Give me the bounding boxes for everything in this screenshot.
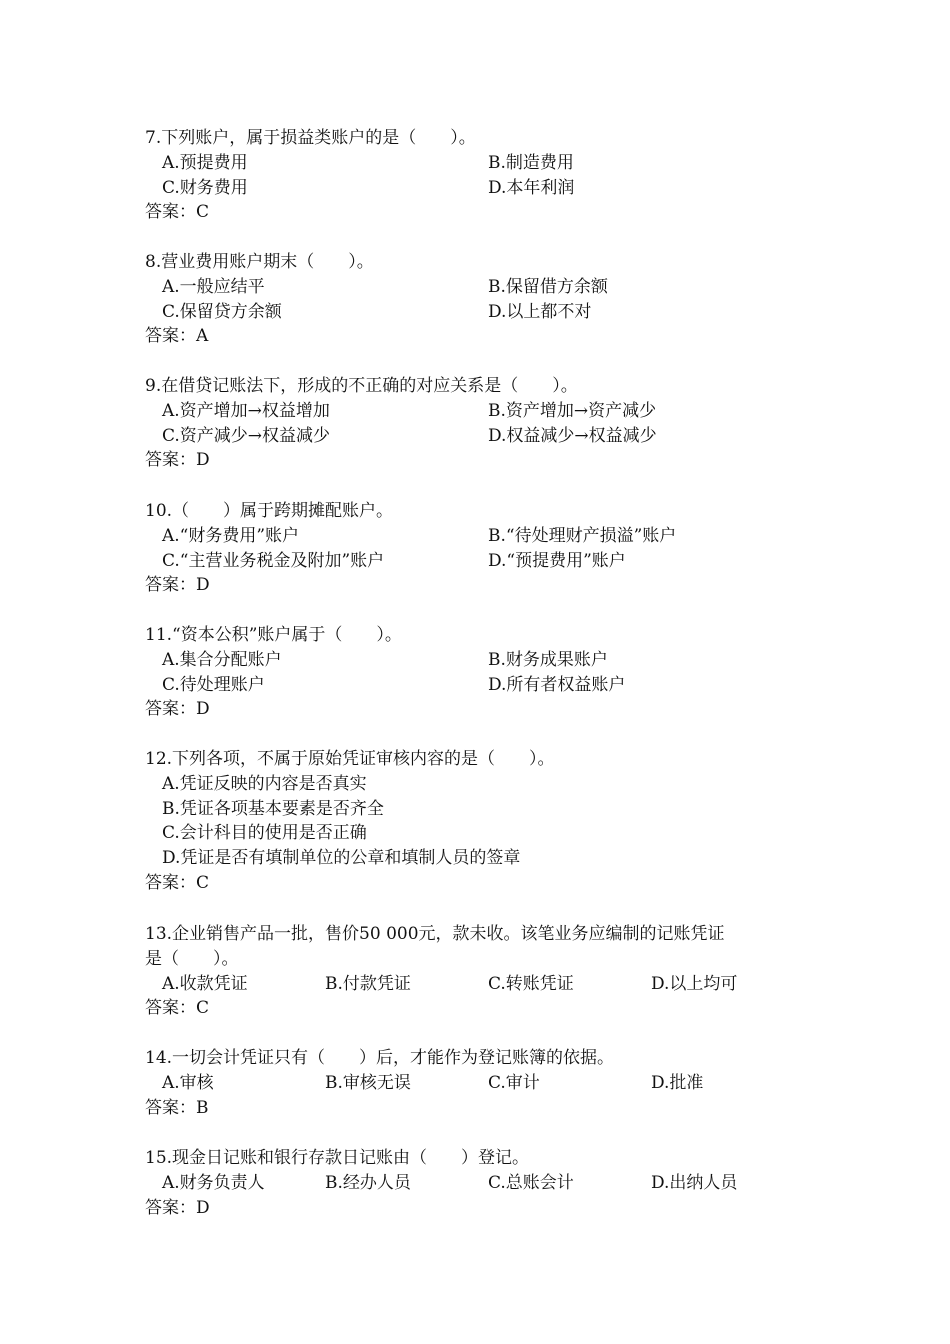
question-11 — [145, 623, 825, 722]
option-c: C.总账会计 — [488, 1172, 574, 1193]
question-15 — [145, 1146, 825, 1220]
options-row — [145, 1171, 825, 1196]
question-stem: 15.现金日记账和银行存款日记账由（ ）登记。 — [145, 1148, 530, 1168]
option-a: A.收款凭证 — [162, 973, 248, 994]
options-row — [145, 176, 825, 201]
question-14 — [145, 1046, 825, 1120]
option-d: D.凭证是否有填制单位的公章和填制人员的签章 — [162, 848, 521, 869]
options-row — [145, 275, 825, 300]
options-row — [145, 399, 825, 424]
question-stem: 8.营业费用账户期末（ ）。 — [145, 252, 374, 272]
question-9 — [145, 374, 825, 473]
answer-line: 答案：C — [145, 998, 210, 1019]
option-b: B.“待处理财产损溢”账户 — [488, 525, 677, 546]
option-a: A.审核 — [162, 1072, 214, 1093]
option-d: D.以上都不对 — [488, 301, 592, 322]
option-a: A.预提费用 — [162, 152, 248, 173]
option-a: A.“财务费用”账户 — [162, 525, 300, 546]
option-c: C.待处理账户 — [162, 674, 265, 695]
option-a: A.一般应结平 — [162, 276, 265, 297]
options-row — [145, 549, 825, 574]
option-a: A.凭证反映的内容是否真实 — [162, 773, 367, 794]
question-stem: 9.在借贷记账法下，形成的不正确的对应关系是（ ）。 — [145, 376, 578, 396]
option-d: D.批准 — [651, 1072, 704, 1093]
answer-line: 答案：A — [145, 326, 209, 347]
question-stem: 14.一切会计凭证只有（ ）后，才能作为登记账簿的依据。 — [145, 1048, 615, 1068]
options-row — [145, 972, 825, 997]
option-a: A.财务负责人 — [162, 1172, 265, 1193]
option-d: D.以上均可 — [651, 973, 738, 994]
answer-line: 答案：D — [145, 450, 210, 471]
options-row — [145, 648, 825, 673]
option-a: A.资产增加→权益增加 — [162, 400, 330, 421]
option-c: C.转账凭证 — [488, 973, 574, 994]
option-b: B.经办人员 — [325, 1172, 411, 1193]
option-c: C.“主营业务税金及附加”账户 — [162, 550, 385, 571]
option-d: D.权益减少→权益减少 — [488, 425, 657, 446]
question-12 — [145, 747, 825, 896]
option-c: C.资产减少→权益减少 — [162, 425, 331, 446]
option-c: C.财务费用 — [162, 177, 248, 198]
option-d: D.“预提费用”账户 — [488, 550, 626, 571]
option-b: B.制造费用 — [488, 152, 574, 173]
option-b: B.保留借方余额 — [488, 276, 608, 297]
option-c: C.会计科目的使用是否正确 — [162, 823, 367, 844]
answer-line: 答案：D — [145, 575, 210, 596]
answer-line: 答案：C — [145, 202, 210, 223]
options-row — [145, 151, 825, 176]
answer-line: 答案：D — [145, 699, 210, 720]
question-8 — [145, 250, 825, 349]
answer-line: 答案：D — [145, 1197, 210, 1218]
option-b: B.付款凭证 — [325, 973, 411, 994]
question-stem: 7.下列账户，属于损益类账户的是（ ）。 — [145, 128, 476, 148]
options-row — [145, 1071, 825, 1096]
option-b: B.资产增加→资产减少 — [488, 400, 657, 421]
question-10 — [145, 499, 825, 598]
answer-line: 答案：B — [145, 1097, 209, 1118]
option-b: B.财务成果账户 — [488, 649, 608, 670]
option-c: C.保留贷方余额 — [162, 301, 282, 322]
question-7 — [145, 126, 825, 225]
question-stem: 10.（ ）属于跨期摊配账户。 — [145, 501, 394, 521]
option-b: B.凭证各项基本要素是否齐全 — [162, 798, 384, 819]
option-c: C.审计 — [488, 1072, 540, 1093]
option-d: D.本年利润 — [488, 177, 575, 198]
option-b: B.审核无误 — [325, 1072, 411, 1093]
options-row — [145, 524, 825, 549]
question-stem: 11.“资本公积”账户属于（ ）。 — [145, 625, 402, 645]
option-d: D.所有者权益账户 — [488, 674, 626, 695]
answer-line: 答案：C — [145, 872, 210, 893]
question-stem: 13.企业销售产品一批，售价50 000元，款未收。该笔业务应编制的记账凭证 — [145, 924, 725, 944]
question-13 — [145, 922, 825, 1021]
question-stem-continued: 是（ ）。 — [145, 948, 239, 969]
option-a: A.集合分配账户 — [162, 649, 282, 670]
question-stem: 12.下列各项，不属于原始凭证审核内容的是（ ）。 — [145, 749, 555, 769]
options-row — [145, 673, 825, 698]
option-d: D.出纳人员 — [651, 1172, 738, 1193]
options-row — [145, 424, 825, 449]
options-row — [145, 300, 825, 325]
